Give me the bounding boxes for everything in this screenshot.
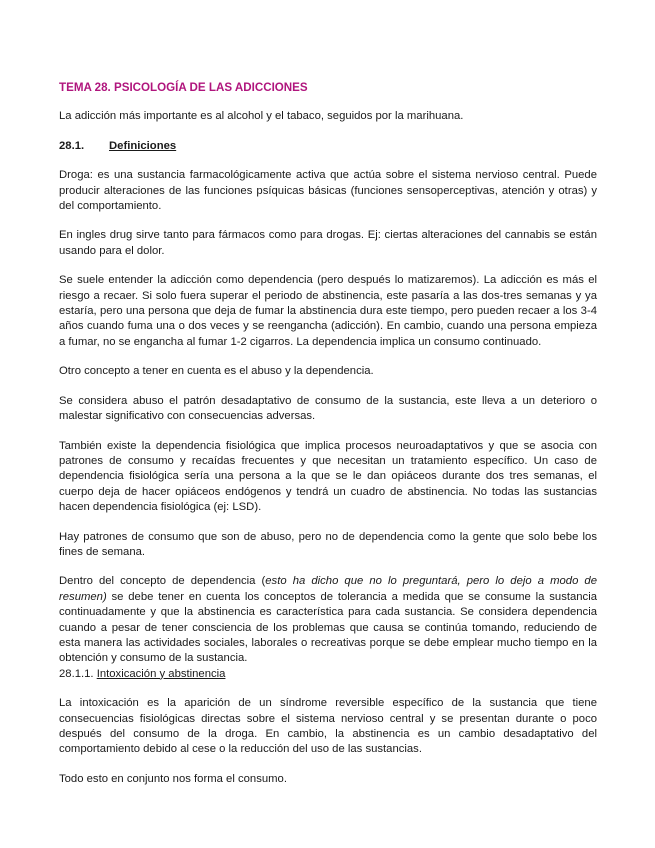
paragraph-patrones: Hay patrones de consumo que son de abuso, pero no de dependencia como la gente que solo bebe los fines de semana.: [59, 530, 597, 558]
subsection-label: Intoxicación y abstinencia: [96, 667, 226, 680]
paragraph-dependencia-fisiologica: También existe la dependencia fisiológica que implica procesos neuroadaptativos y que se asocia con patrones de consumo y recaídas frecuentes y que necesitan un tratamiento específico. Un caso de dependencia fisiológica sería una persona a la que se le dan opiáceos durante dos tres semanas, el cuerpo deja de hacer opiáceos endógenos y tendrá un cuadro de abstinencia. No todas las sustancias hacen dependencia fisiológica (ej: LSD).: [59, 439, 597, 514]
paragraph-otro-concepto: Otro concepto a tener en cuenta es el abuso y la dependencia.: [59, 365, 374, 378]
section-heading-definiciones: [59, 139, 597, 154]
subsection-number: 28.1.1.: [59, 667, 94, 680]
section-heading-intoxicacion: [59, 667, 597, 682]
paragraph-todo: Todo esto en conjunto nos forma el consumo.: [59, 772, 287, 785]
paragraph-intoxicacion: La intoxicación es la aparición de un síndrome reversible específico de la sustancia que tiene consecuencias fisiológicas directas sobre el sistema nervioso central y se presentan durante o poco después del consumo de la droga. En cambio, la abstinencia es un cambio desadaptativo del comportamiento debido al cese o la reducción del uso de las sustancias.: [59, 697, 597, 756]
section-number: 28.1.: [59, 139, 85, 152]
paragraph-droga: Droga: es una sustancia farmacológicamente activa que actúa sobre el sistema nervioso central. Puede producir alteraciones de las funciones psíquicas básicas (funciones sensoperceptivas, atención y otras) y del comportamiento.: [59, 169, 597, 213]
page-title: TEMA 28. PSICOLOGÍA DE LAS ADICCIONES: [59, 81, 308, 94]
paragraph-dentro-italic: esto ha dicho que no lo preguntará, pero lo dejo a modo de resumen): [59, 575, 597, 603]
paragraph-drug: En ingles drug sirve tanto para fármacos como para drogas. Ej: ciertas alteraciones del cannabis se están usando para el dolor.: [59, 229, 597, 257]
paragraph-abuso: Se considera abuso el patrón desadaptativo de consumo de la sustancia, este lleva a un deterioro o malestar significativo con consecuencias adversas.: [59, 394, 597, 423]
paragraph-dentro-after: se debe tener en cuenta los conceptos de tolerancia a medida que se consume la sustancia continuadamente y que la abstinencia es característica para cada sustancia. Se considera dependencia cuando a pesar de tener consciencia de los problemas que causa se continúa tomando, reduciendo de esta manera las actividades sociales, laborales o recreativas porque se debe emplear mucho tiempo en la obtención y consumo de la sustancia.: [59, 590, 597, 665]
paragraph-dentro: [59, 574, 597, 666]
section-label: Definiciones: [109, 139, 177, 152]
paragraph-dependencia: Se suele entender la adicción como dependencia (pero después lo matizaremos). La adicción es más el riesgo a recaer. Si solo fuera superar el periodo de abstinencia, este pasaría a las dos-tres semanas y ya estaría, pero una persona que deja de fumar la abstinencia dura este tiempo, pero pueden recaer a los 3-4 años cuando fuma una o dos veces y se reengancha (adicción). En cambio, cuando una persona empieza a fumar, no se engancha al fumar 1-2 cigarros. La dependencia implica un consumo continuado.: [59, 274, 597, 348]
intro-paragraph: La adicción más importante es al alcohol y el tabaco, seguidos por la marihuana.: [59, 110, 464, 123]
paragraph-dentro-before: Dentro del concepto de dependencia (: [59, 575, 266, 588]
document-page: [59, 80, 597, 801]
